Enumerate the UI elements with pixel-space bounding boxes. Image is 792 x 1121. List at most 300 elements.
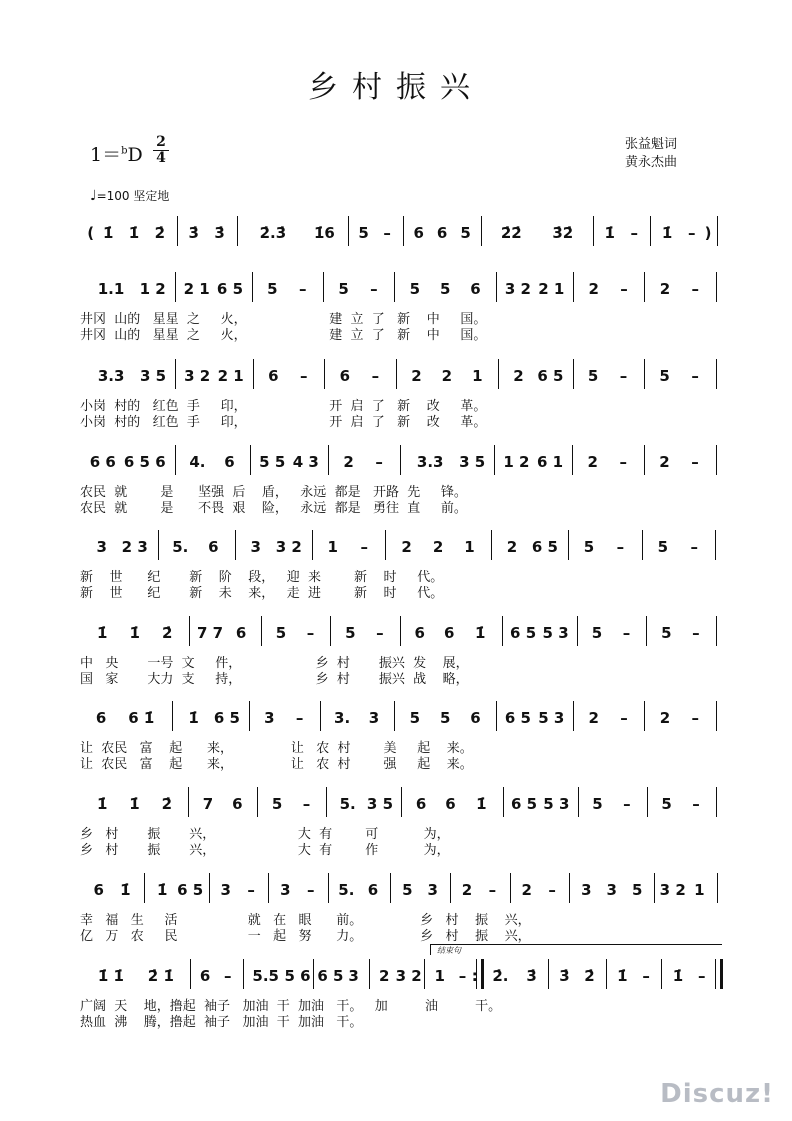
note: 6 [470,280,481,298]
note: 2̇. [492,967,509,985]
note: 6 5 6 [123,453,166,471]
note: 3 [264,709,275,727]
note: 6 6 [89,453,116,471]
lyric-line-2: 小岗 村的 红色 手 印， 开 启 了 新 改 革。 [80,415,487,430]
note: – [299,367,308,385]
repeat-dots: : [471,967,478,985]
note: 5 [402,881,413,899]
note: 2 3 [121,538,148,556]
note: 1̇ 1̇ [97,967,124,985]
notation-line [80,268,725,312]
note: – [630,224,639,242]
lyric-line-1: 广阔 天 地，撸起 袖子 加油 干 加油 干。 加 油 干。 [80,999,502,1014]
note: – [360,538,368,556]
bar-line [510,873,511,903]
note: 1̇ [188,709,199,727]
bar-line [481,216,482,246]
bar-line [324,359,325,389]
bar-line [249,701,250,731]
bar-line [573,359,574,389]
bar-line [268,873,269,903]
note: 2 1 [538,280,565,298]
bar-line [716,701,717,731]
note: 1 [464,538,475,556]
note: 2 1 [217,367,244,385]
note: 1 [472,367,483,385]
song-title: 乡村振兴 [308,70,484,105]
lyric-line-1: 幸 福 生 活 就 在 眼 前。 乡 村 振 兴， [80,913,531,928]
note: 6 5 [531,538,558,556]
bar-line [716,445,717,475]
bar-line [661,959,662,989]
note: 6 [444,624,455,642]
note: 6 5 [510,795,538,813]
bar-line [323,272,324,302]
note: – [548,881,556,899]
bar-line [503,787,504,817]
bar-line [158,530,159,560]
bar-line [450,873,451,903]
note: 6 [224,453,235,471]
bar-line [644,701,645,731]
note: 3̇ [559,967,570,985]
note: 5 [338,280,349,298]
note: 5 3 [538,709,565,727]
bar-line [237,216,238,246]
bar-line [502,616,503,646]
note: 5 [267,280,278,298]
bar-line [394,272,395,302]
note: – [383,224,391,242]
note: 1̇ [476,795,487,813]
bar-line [654,873,655,903]
lyric-line-2: 乡 村 振 兴， 大 有 作 为， [80,843,450,858]
note: 6 1̇ [128,709,155,727]
note: 2 [432,538,444,556]
bar-line [572,445,573,475]
note: 2 [588,280,599,298]
lyricist: 张益魁词 [625,137,678,152]
bar-line [650,216,651,246]
note: 5 [460,224,471,242]
note: 3̇2̇ [552,224,574,242]
bar-line [494,445,495,475]
note: 3 2 [275,538,302,556]
notation-line [80,212,725,256]
bar-line [190,959,191,989]
bar-line [235,530,236,560]
note: ( [87,224,95,242]
note: 7 [202,795,214,813]
note: 6 [339,367,351,385]
note: 5 [409,709,421,727]
note: 4 3 [292,453,319,471]
note: – [622,624,631,642]
note: 2 [461,881,473,899]
note: 1̇ [120,881,131,899]
note: 5 [657,538,669,556]
note: 5. [339,795,356,813]
time-top: 2 [156,134,166,150]
bar-line [188,787,189,817]
bar-line [644,272,645,302]
note: 5 [345,624,356,642]
note: – [307,881,315,899]
bar-line [328,445,329,475]
lyric-line-1: 农民 就 是 坚强 后 盾， 永远 都是 开路 先 锋。 [80,485,467,500]
lyric-line-2: 国 家 大力 支 持， 乡 村 振兴 战 略， [80,672,469,687]
bar-line [144,873,145,903]
note: 6 [235,624,247,642]
key-signature [90,140,143,167]
note: 2̇.3̇ [259,224,287,242]
note: 1̇ [617,967,628,985]
bar-line [496,701,497,731]
note: – [692,624,700,642]
note: – [223,967,232,985]
note: 1 2 [503,453,530,471]
bar-line [390,873,391,903]
note: 6 [93,881,104,899]
note: 5 3 [542,624,569,642]
lyric-line-1: 新 世 纪 新 阶 段， 迎 来 新 时 代。 [80,570,444,585]
note: 6 [470,709,481,727]
note: 2 [506,538,518,556]
note: 2 1 [183,280,210,298]
bar-line [177,216,178,246]
note: 1.1 [97,280,125,298]
note: 6 5 [504,709,531,727]
note: 3 [581,881,592,899]
bar-line [578,787,579,817]
bar-line [172,701,173,731]
note: 4. [189,453,206,471]
bar-line [646,616,647,646]
bar-line [644,359,645,389]
note: 2̇2̇ [500,224,522,242]
note: 6 [414,624,425,642]
bar-line [716,272,717,302]
note: 5 [409,280,421,298]
bar-line [400,445,401,475]
note: 3.3 [97,367,125,385]
note: 6 [268,367,279,385]
note: 1̇ [661,224,673,242]
note: 5 [659,367,670,385]
note: 1 [434,967,445,985]
note: 1̇ [129,624,140,642]
note: 6 5 [216,280,244,298]
note: – [687,224,696,242]
bar-line [400,616,401,646]
bar-line [647,787,648,817]
note: 3 5 [366,795,394,813]
note: 6 1 [536,453,564,471]
note: – [295,709,304,727]
note: 3 [220,881,231,899]
note: – [620,709,628,727]
note: 2 [659,709,671,727]
note: 3 [606,881,617,899]
note: – [298,280,307,298]
bar-line [573,272,574,302]
note: 1̇ [475,624,486,642]
note: 5 5 [259,453,286,471]
note: 2 [521,881,532,899]
note: 6 [415,795,427,813]
bar-line [209,873,210,903]
note: 3̇ [526,967,537,985]
notation-line [80,355,725,399]
note: 5 [439,709,451,727]
bar-line [496,272,497,302]
bar-line [253,359,254,389]
note: 5 [275,624,287,642]
note: – [376,624,384,642]
note: 2 [378,967,390,985]
note: – [623,795,631,813]
bar-line [716,787,717,817]
note: 3 [427,881,438,899]
note: 6 [413,224,424,242]
note: 6 [199,967,211,985]
note: 3 2 [659,881,686,899]
watermark: Discuz! [660,1079,774,1109]
note: 1̇ [672,967,684,985]
notation-line [80,612,725,656]
bar-line [261,616,262,646]
note: 6 5 [213,709,240,727]
tempo-text: =100 坚定地 [96,189,170,203]
note: 2̇ 1̇ [147,967,174,985]
note: – [488,881,497,899]
note: 5 [439,280,451,298]
note: 5 [583,538,595,556]
bar-line [403,216,404,246]
note: 5. [338,881,355,899]
note: – [619,453,628,471]
note: – [306,624,315,642]
note: – [619,367,628,385]
bar-line [189,616,190,646]
note: 3 [348,967,359,985]
note: 6 5 [537,367,564,385]
bar-line [250,445,251,475]
note: 6 5 [177,881,204,899]
note: – [371,367,380,385]
note: 5 [661,795,672,813]
key-prefix: 1＝ [90,144,122,166]
note: 2 [588,709,599,727]
note: – [642,967,650,985]
note: – [458,967,467,985]
note: 1̇ [103,224,114,242]
note: 5 [358,224,369,242]
bar-line [175,445,176,475]
bar-line [491,530,492,560]
bar-line [548,959,549,989]
note: – [697,967,706,985]
bar-line [568,530,569,560]
bar-line [424,959,425,989]
bar-line [257,787,258,817]
note: – [247,881,255,899]
note: 3 2 [504,280,531,298]
bar-line [369,959,370,989]
bar-line [498,359,499,389]
composer: 黄永杰曲 [625,155,678,170]
note: – [691,709,699,727]
lyric-line-2: 农民 就 是 不畏 艰 险， 永远 都是 勇往 直 前。 [80,501,467,516]
note: 2 [659,453,670,471]
note: 2̇ [161,795,173,813]
note: 6 [436,224,448,242]
note: 2 [441,367,453,385]
note: 2 [513,367,524,385]
note: 6 5 [317,967,344,985]
note: 1̇6 [313,224,335,242]
bar-line [577,616,578,646]
bar-line [716,359,717,389]
notation-line [80,869,725,913]
bar-line [717,216,718,246]
quarter-note-icon: ♩ [90,188,97,204]
note: 1̇ [128,224,140,242]
lyric-line-2: 井冈 山的 星星 之 火， 建 立 了 新 中 国。 [80,328,487,343]
time-bottom: 4 [156,150,166,166]
note: 6 [445,795,456,813]
note: 3 5 [139,367,167,385]
note: 5 [661,624,672,642]
lyric-line-2: 新 世 纪 新 未 来， 走 进 新 时 代。 [80,586,444,601]
note: 3 [368,709,380,727]
note: ) [704,224,712,242]
note: 3 2 [184,367,211,385]
bar-line [715,530,716,560]
note: – [616,538,625,556]
note: – [690,538,698,556]
lyric-line-2: 热血 沸 腾，撸起 袖子 加油 干 加油 干。 [80,1015,363,1030]
note: 5 [587,367,599,385]
bar-line [243,959,244,989]
note: – [691,453,699,471]
note: 2 [659,280,671,298]
note: – [691,367,699,385]
note: 3 [280,881,291,899]
note: 3 2 [395,967,422,985]
lyric-line-1: 井冈 山的 星星 之 火， 建 立 了 新 中 国。 [80,312,487,327]
credits [625,136,677,172]
bar-line [330,616,331,646]
note: 2̇ [154,224,166,242]
note: 2̇ [161,624,173,642]
note: – [302,795,311,813]
note: 5 6 [284,967,311,985]
note: 3 5 [459,453,486,471]
bar-line [644,445,645,475]
note: 6 [232,795,243,813]
bar-line [175,272,176,302]
ending-bracket [430,944,722,955]
note: 1̇ [96,795,108,813]
lyric-line-1: 中 央 一号 文 件， 乡 村 振兴 发 展， [80,656,469,671]
notation-line [80,955,725,999]
bar-line [385,530,386,560]
tempo-marking [90,187,169,204]
note: 2 [401,538,412,556]
note: – [370,280,378,298]
key-note: D [127,144,143,166]
note: 5.5 [252,967,279,985]
note: – [691,280,699,298]
bar-line [606,959,607,989]
note: 1̇ [129,795,140,813]
lyric-line-1: 小岗 村的 红色 手 印， 开 启 了 新 改 革。 [80,399,487,414]
note: 1 2 [139,280,166,298]
bar-line [396,359,397,389]
bar-line [401,787,402,817]
note: 3̇ [188,224,199,242]
note: – [620,280,628,298]
note: 1̇ [604,224,615,242]
bar-line [593,216,594,246]
time-signature [153,136,169,165]
note: 2 [587,453,598,471]
lyric-line-2: 让 农民 富 起 来， 让 农 村 强 起 来。 [80,757,473,772]
note: – [375,453,383,471]
note: 2̇ [584,967,595,985]
notation-line [80,526,725,570]
lyric-line-2: 亿 万 农 民 一 起 努 力。 乡 村 振 兴， [80,929,531,944]
bar-line [328,873,329,903]
note: 2 [411,367,422,385]
bar-line [326,787,327,817]
note: 2 [343,453,354,471]
note: 6 [208,538,219,556]
bar-line [569,873,570,903]
note: 1 [694,881,705,899]
note: 3.3 [416,453,444,471]
key-flat: b [121,145,128,157]
bar-line [312,530,313,560]
note: 5 3 [543,795,570,813]
bar-line [642,530,643,560]
final-bar-line [715,959,723,989]
bar-line [717,873,718,903]
note: 1̇ [156,881,168,899]
bar-line [175,359,176,389]
note: 7 7 [196,624,224,642]
bar-line [716,616,717,646]
notation-line [80,783,725,827]
note: 6 5 [510,624,537,642]
bar-line [394,701,395,731]
note: 1 [327,538,338,556]
note: 3 [96,538,107,556]
note: – [692,795,700,813]
note: 5 [591,624,603,642]
bar-line [252,272,253,302]
lyric-line-1: 乡 村 振 兴， 大 有 可 为， [80,827,450,842]
lyric-line-1: 让 农民 富 起 来， 让 农 村 美 起 来。 [80,741,473,756]
bar-line [313,959,314,989]
note: 5 [631,881,643,899]
ending-label: 结束句 [437,946,461,955]
bar-line [348,216,349,246]
note: 3 [250,538,261,556]
note: 6 [95,709,107,727]
note: 3. [334,709,351,727]
